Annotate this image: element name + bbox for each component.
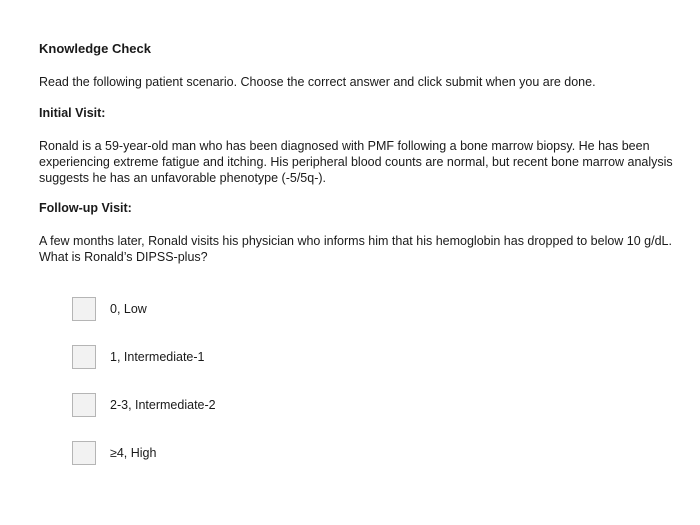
answer-option-0-low[interactable]: [72, 295, 216, 323]
answer-option-label: 0, Low: [110, 302, 147, 316]
answer-option-label: ≥4, High: [110, 446, 157, 460]
answer-option-4-high[interactable]: [72, 439, 216, 467]
answer-checkbox[interactable]: [72, 345, 96, 369]
answer-option-label: 2-3, Intermediate-2: [110, 398, 216, 412]
answer-option-label: 1, Intermediate-1: [110, 350, 205, 364]
instructions-text: Read the following patient scenario. Choose the correct answer and click submit when you are done.: [39, 75, 596, 89]
answer-checkbox[interactable]: [72, 393, 96, 417]
answer-checkbox[interactable]: [72, 441, 96, 465]
followup-visit-heading: Follow-up Visit:: [39, 201, 132, 215]
answer-option-1-intermediate-1[interactable]: [72, 343, 216, 371]
knowledge-check-panel: [39, 40, 689, 265]
followup-visit-text: A few months later, Ronald visits his physician who informs him that his hemoglobin has dropped to below 10 g/dL. What is Ronald’s DIPSS-plus?: [39, 234, 672, 264]
initial-visit-heading: Initial Visit:: [39, 106, 106, 120]
initial-visit-text: Ronald is a 59-year-old man who has been diagnosed with PMF following a bone marrow biopsy. He has been experiencing extreme fatigue and itching. His peripheral blood counts are normal, but recent bone marrow analysis suggests he has an unfavorable phenotype (-5/5q-).: [39, 139, 673, 185]
answer-checkbox[interactable]: [72, 297, 96, 321]
answer-option-2-3-intermediate-2[interactable]: [72, 391, 216, 419]
answer-options: [72, 295, 216, 487]
page-title: Knowledge Check: [39, 41, 151, 56]
